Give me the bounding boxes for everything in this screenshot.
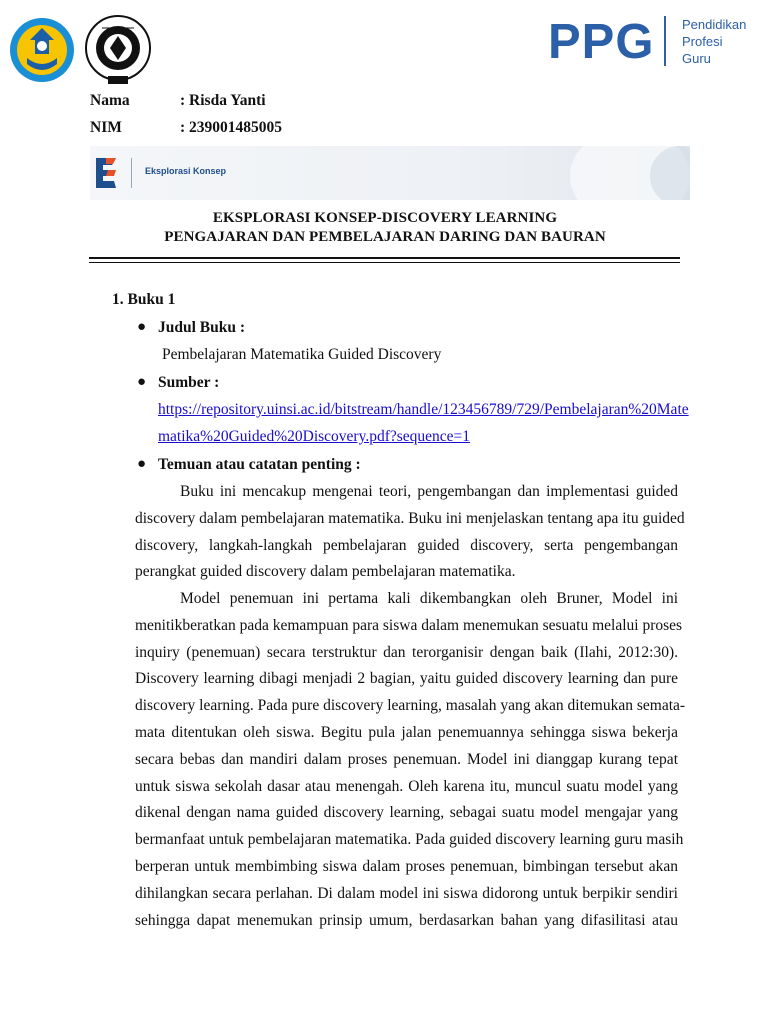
paragraph-line: dikenal dengan nama guided discovery learning, sebagai suatu model mengajar yang — [135, 804, 678, 822]
section-banner — [90, 146, 690, 200]
paragraph-line: dihilangkan secara perlahan. Di dalam model ini siswa didorong untuk berpikir sendiri — [135, 884, 678, 902]
paragraph-line: mata ditentukan oleh siswa. Begitu pula jalan penemuannya sehingga siswa bekerja — [135, 723, 678, 741]
bullet-icon: ● — [137, 456, 147, 472]
paragraph-1 — [135, 479, 685, 586]
paragraph-line: Model penemuan ini pertama kali dikembangkan oleh Bruner, Model ini — [180, 590, 678, 607]
ppg-logo-sub-line: Pendidikan — [682, 17, 747, 32]
paragraph-line: menitikberatkan pada kemampuan para siswa dalam menemukan sesuatu melalui proses — [135, 616, 683, 634]
banner-label: Eksplorasi Konsep — [145, 166, 227, 176]
ppg-logo-separator — [664, 16, 666, 66]
book-heading: 1. Buku 1 — [112, 291, 176, 308]
paragraph-line: discovery learning. Pada pure discovery learning, masalah yang akan ditemukan semata- — [135, 697, 686, 715]
sumber-link[interactable]: matika%20Guided%20Discovery.pdf?sequence=1 — [158, 428, 471, 445]
title-line-1: EKSPLORASI KONSEP-DISCOVERY LEARNING — [212, 210, 558, 226]
bullet-icon: ● — [137, 374, 147, 390]
ppg-logo-word: PPG — [548, 15, 655, 69]
ppg-logo-sub-line: Profesi — [682, 34, 723, 49]
paragraph-line: berperan untuk membimbing siswa dalam proses penemuan, bimbingan tersebut akan — [135, 857, 678, 875]
ppg-logo-sub-line: Guru — [682, 51, 711, 66]
paragraph-line: bermanfaat untuk pembelajaran matematika. Pada guided discovery learning guru masih — [135, 831, 684, 849]
name-label: Nama — [90, 92, 130, 109]
ppg-logo — [548, 14, 748, 70]
paragraph-line: secara bebas dan mandiri dalam proses penemuan. Model ini dianggap kurang tepat — [135, 750, 678, 768]
name-value: : Risda Yanti — [180, 92, 266, 109]
sumber-link[interactable]: https://repository.uinsi.ac.id/bitstream/handle/123456789/729/Pembelajaran%20Mate — [158, 401, 689, 418]
paragraph-line: Buku ini mencakup mengenai teori, pengembangan dan implementasi guided — [180, 483, 678, 500]
title-rule-top — [89, 257, 680, 259]
paragraph-line: discovery dalam pembelajaran matematika. Buku ini menjelaskan tentang apa itu guided — [135, 509, 685, 527]
judul-label: Judul Buku : — [158, 319, 246, 336]
paragraph-line: sehingga dapat menemukan prinsip umum, berdasarkan bahan yang difasilitasi atau — [135, 911, 678, 929]
unm-logo — [82, 14, 154, 88]
paragraph-line: untuk siswa sekolah dasar atau menengah. Oleh karena itu, muncul suatu model yang — [135, 777, 678, 795]
nim-value: : 239001485005 — [180, 119, 283, 136]
paragraph-line: perangkat guided discovery dalam pembelajaran matematika. — [135, 563, 516, 581]
temuan-label: Temuan atau catatan penting : — [158, 456, 361, 473]
e-logo-icon — [94, 156, 118, 190]
nim-label: NIM — [90, 119, 122, 136]
judul-value: Pembelajaran Matematika Guided Discovery — [162, 346, 442, 363]
banner-separator — [131, 158, 132, 188]
kemdikbud-logo — [9, 14, 75, 86]
paragraph-line: discovery, langkah-langkah pembelajaran guided discovery, serta pengembangan — [135, 536, 678, 554]
ppg-logo-subtitle — [682, 16, 746, 67]
bullet-icon: ● — [137, 319, 147, 335]
sumber-label: Sumber : — [158, 374, 220, 391]
paragraph-2 — [135, 586, 686, 934]
title-line-2: PENGAJARAN DAN PEMBELAJARAN DARING DAN BAURAN — [164, 229, 606, 245]
paragraph-line: Discovery learning dibagi menjadi 2 bagian, yaitu guided discovery learning dan pure — [135, 670, 678, 688]
title-rule-bottom — [89, 262, 680, 263]
paragraph-line: inquiry (penemuan) secara terstruktur dan terorganisir dengan baik (Ilahi, 2012:30). — [135, 643, 678, 661]
